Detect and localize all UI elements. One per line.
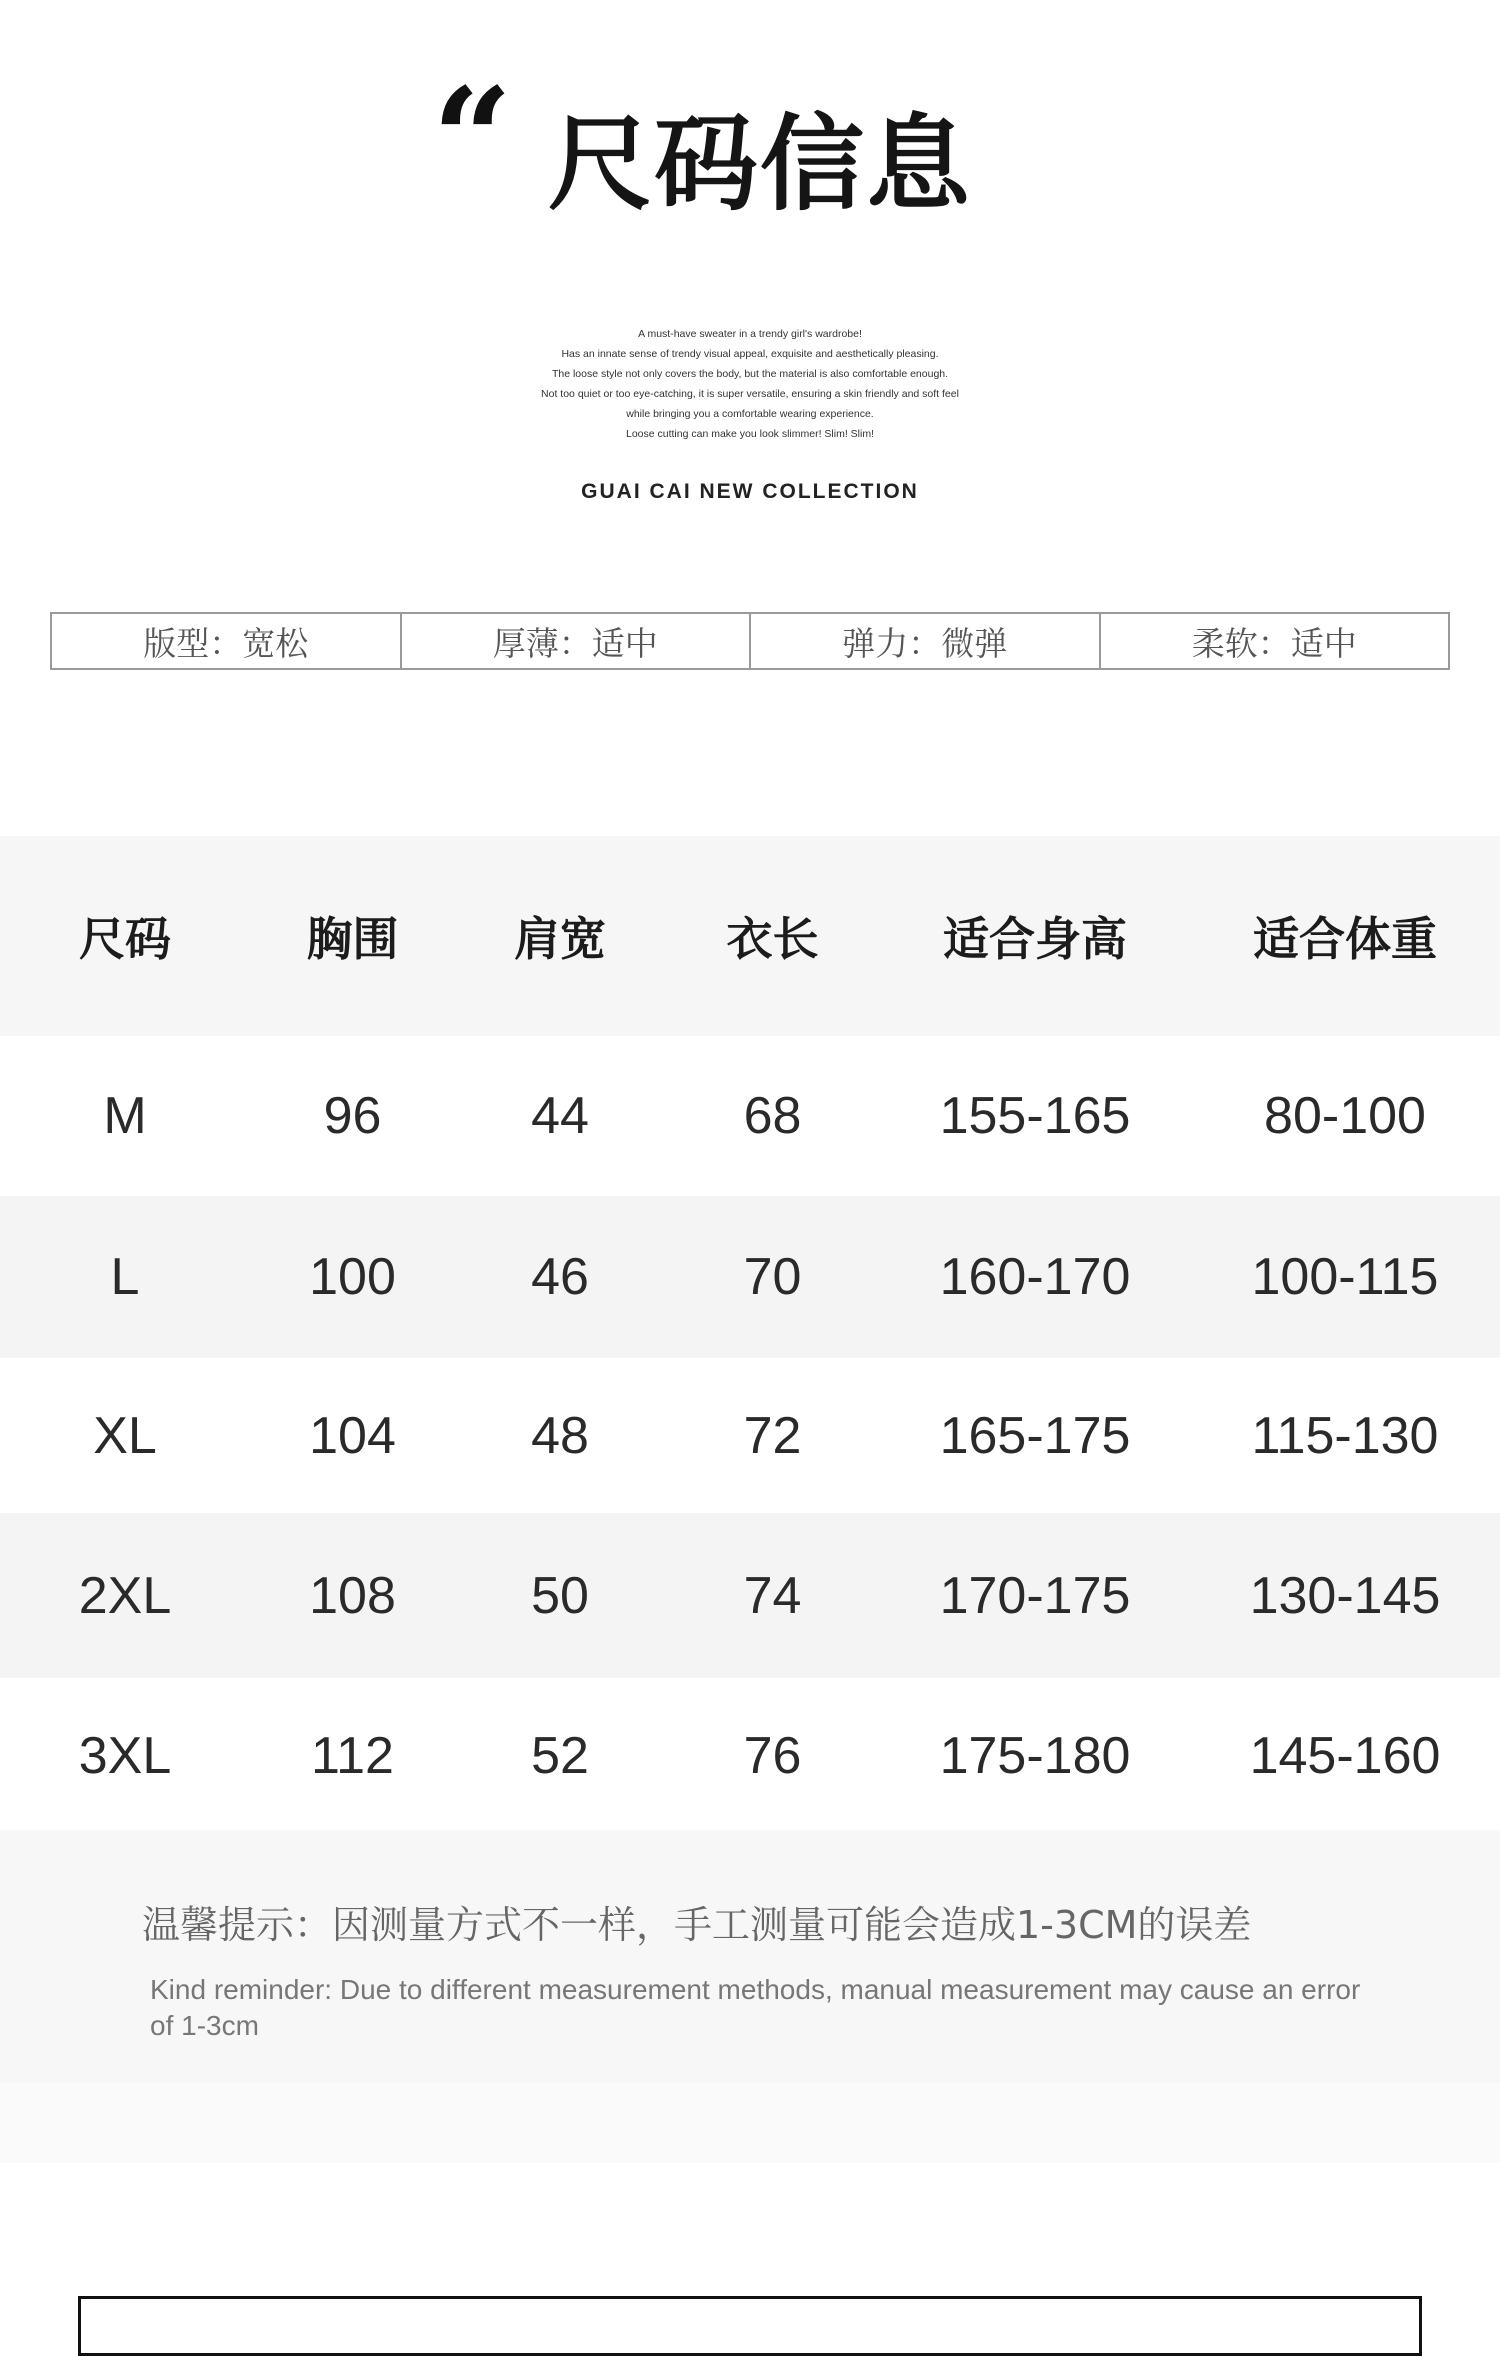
cell-length: 68 — [743, 1087, 802, 1145]
cell-shoulder: 52 — [531, 1726, 589, 1785]
cell-chest: 112 — [311, 1726, 394, 1785]
cell-weight: 130-145 — [1249, 1566, 1441, 1625]
cell-height: 165-175 — [939, 1406, 1131, 1465]
header-weight: 适合体重 — [1253, 912, 1437, 966]
attribute-elasticity: 弹力：微弹 — [751, 614, 1101, 668]
intro-line: A must-have sweater in a trendy girl's wardrobe! — [638, 328, 862, 340]
cell-weight: 80-100 — [1264, 1087, 1426, 1145]
cell-size: 2XL — [78, 1566, 172, 1625]
bottom-frame — [78, 2296, 1422, 2356]
cell-shoulder: 48 — [531, 1406, 589, 1465]
cell-shoulder: 46 — [531, 1248, 589, 1306]
header-chest: 胸围 — [306, 912, 399, 966]
cell-size: L — [110, 1248, 140, 1306]
quote-mark: “ — [432, 58, 513, 222]
table-row — [0, 1196, 1500, 1358]
cell-chest: 104 — [309, 1406, 396, 1465]
intro-line: Has an innate sense of trendy visual appeal, exquisite and aesthetically pleasing. — [561, 348, 939, 360]
divider-band — [0, 2083, 1500, 2163]
attribute-bar — [50, 612, 1450, 670]
header-length: 衣长 — [726, 912, 819, 966]
table-row — [0, 1358, 1500, 1513]
header-size: 尺码 — [79, 912, 171, 966]
reminder-text-cn: 温馨提示：因测量方式不一样，手工测量可能会造成1-3CM的误差 — [142, 1903, 1252, 1947]
header-height: 适合身高 — [943, 912, 1127, 966]
cell-chest: 100 — [309, 1248, 396, 1306]
collection-label: GUAI CAI NEW COLLECTION — [581, 480, 919, 503]
intro-line: Loose cutting can make you look slimmer! Slim! Slim! — [625, 428, 874, 440]
cell-length: 76 — [743, 1726, 802, 1785]
header-shoulder: 肩宽 — [514, 912, 606, 966]
cell-size: M — [103, 1087, 147, 1145]
intro-line: Not too quiet or too eye-catching, it is super versatile, ensuring a skin friendly and soft feel — [541, 388, 959, 400]
cell-chest: 108 — [309, 1566, 396, 1625]
cell-height: 155-165 — [939, 1087, 1131, 1145]
cell-length: 74 — [743, 1566, 802, 1625]
cell-weight: 115-130 — [1251, 1406, 1439, 1465]
table-header-row — [0, 836, 1500, 1036]
cell-length: 70 — [743, 1248, 802, 1306]
table-row — [0, 1513, 1500, 1678]
cell-shoulder: 50 — [531, 1566, 589, 1625]
cell-chest: 96 — [323, 1087, 382, 1145]
table-row — [0, 1036, 1500, 1196]
intro-line: while bringing you a comfortable wearing experience. — [626, 408, 874, 420]
cell-size: XL — [93, 1406, 157, 1465]
attribute-fit: 版型：宽松 — [52, 614, 402, 668]
cell-height: 160-170 — [939, 1248, 1131, 1306]
cell-height: 170-175 — [939, 1566, 1131, 1625]
size-table — [0, 836, 1500, 1833]
attribute-thickness: 厚薄：适中 — [402, 614, 752, 668]
attribute-softness: 柔软：适中 — [1191, 623, 1357, 663]
intro-text — [470, 324, 1030, 444]
cell-weight: 145-160 — [1249, 1726, 1441, 1785]
reminder-text-en: Kind reminder: Due to different measurement methods, manual measurement may cause an error of 1-3cm — [150, 1974, 1361, 2041]
page-title: 尺码信息 — [548, 103, 973, 225]
cell-height: 175-180 — [939, 1726, 1131, 1785]
cell-weight: 100-115 — [1251, 1248, 1439, 1306]
cell-shoulder: 44 — [531, 1087, 589, 1145]
cell-length: 72 — [743, 1406, 802, 1465]
cell-size: 3XL — [78, 1726, 172, 1785]
table-row — [0, 1678, 1500, 1833]
reminder-panel — [0, 1830, 1500, 2083]
intro-line: The loose style not only covers the body, but the material is also comfortable enough. — [551, 368, 949, 380]
